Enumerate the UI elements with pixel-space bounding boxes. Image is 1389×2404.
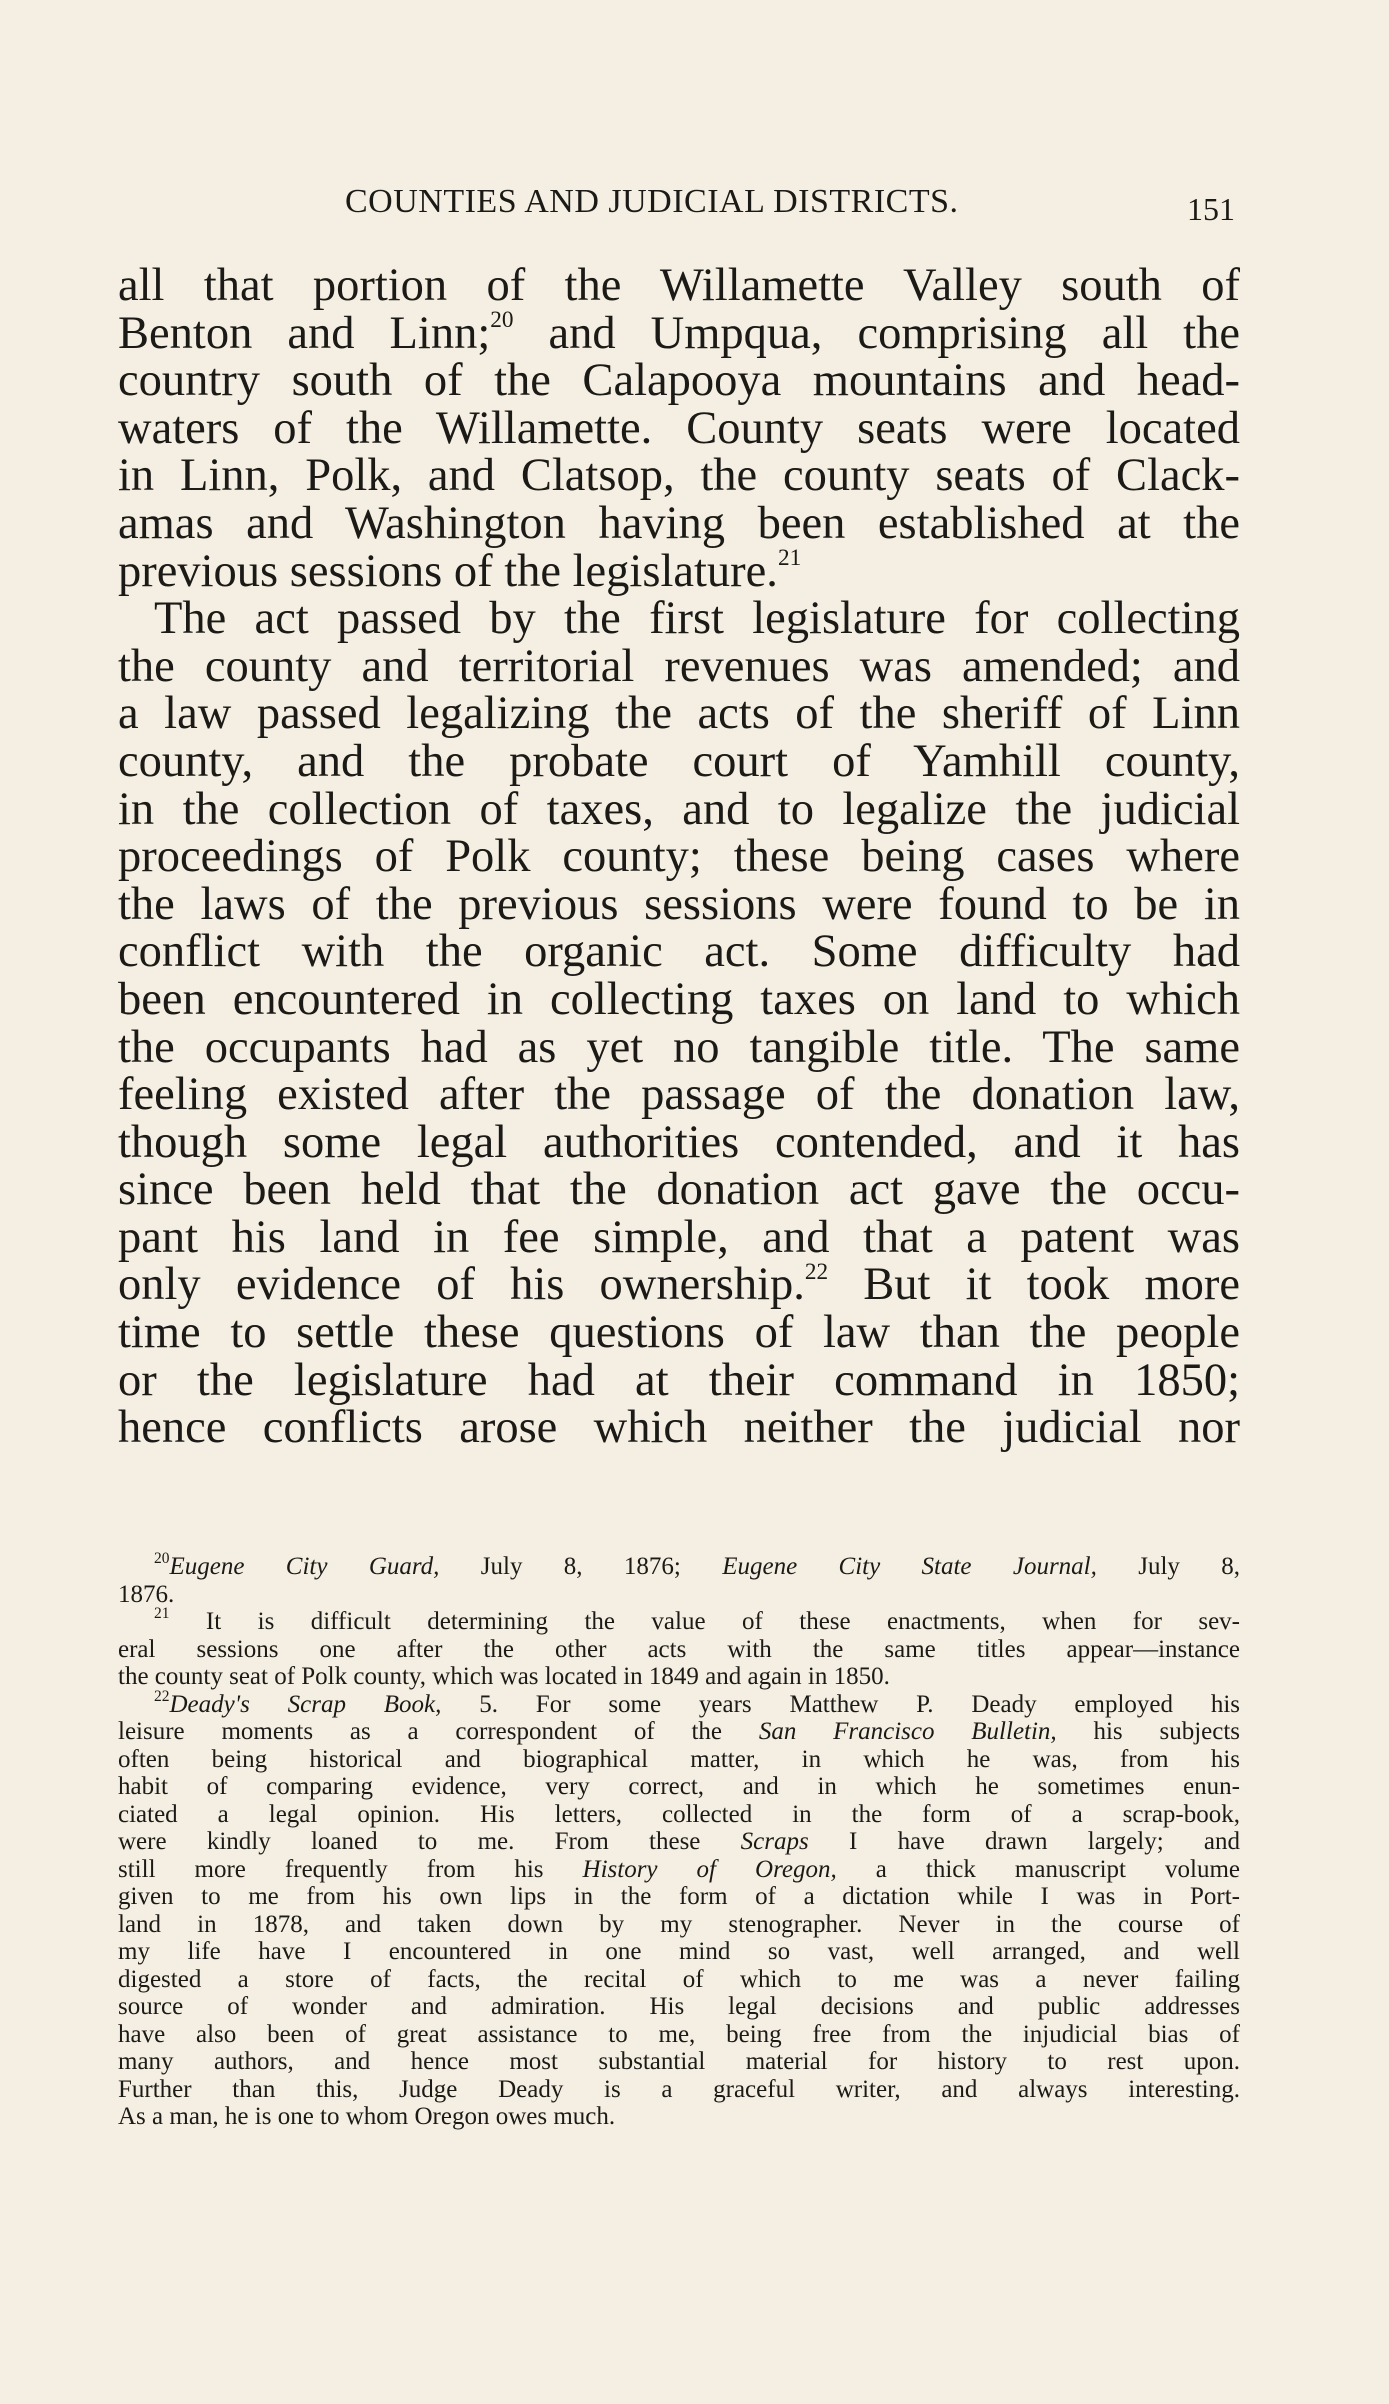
footnote-line: still more frequently from his History of Oregon, a thick manuscript volume [118,1855,1240,1883]
footnote-line: the county seat of Polk county, which was located in 1849 and again in 1850. [118,1663,890,1690]
footnote-22: $^{22}$Deady's Scrap Book, 5. For some years Matthew P. Deady employed his [154,1687,1240,1718]
body-line: The act passed by the first legislature for collecting [154,593,1240,645]
footnote-20-cont: 1876. [118,1580,175,1608]
body-line: country south of the Calapooya mountains and head- [118,355,1240,407]
footnote-line: digested a store of facts, the recital of which to me was a never failing [118,1965,1240,1993]
body-line: though some legal authorities contended, and it has [118,1116,1240,1168]
footnote-21: $^{21}$ It is difficult determining the value of these enactments, when for sev- [154,1605,1240,1635]
page-number: 151 [1187,191,1235,227]
body-line: county, and the probate court of Yamhill county, [118,735,1240,787]
body-line: Benton and Linn;$^{20}$ and Umpqua, comprising all the [118,306,1240,359]
body-line: amas and Washington having been established at the [118,497,1240,549]
body-line: only evidence of his ownership.$^{22}$ But it took more [118,1258,1240,1311]
body-line: or the legislature had at their command in 1850; [118,1354,1240,1406]
footnote-line: eral sessions one after the other acts with the same titles appear—instance [118,1635,1240,1663]
body-line: proceedings of Polk county; these being cases where [118,831,1240,883]
footnote-line: land in 1878, and taken down by my stenographer. Never in the course of [118,1910,1240,1938]
body-line: pant his land in fee simple, and that a patent was [118,1211,1240,1263]
footnote-line: leisure moments as a correspondent of the San Francisco Bulletin, his subjects [118,1718,1241,1745]
footnote-ref-20: 20 [490,306,514,333]
body-line: the county and territorial revenues was amended; and [118,640,1240,692]
running-title: COUNTIES AND JUDICIAL DISTRICTS. [345,183,959,220]
footnote-marker: 21 [154,1605,170,1623]
footnote-line: often being historical and biographical matter, in which he was, from his [118,1745,1240,1773]
footnote-line: given to me from his own lips in the form of a dictation while I was in Port- [118,1883,1240,1910]
body-line: previous sessions of the legislature.$^{21}$ [118,544,802,597]
body-line: hence conflicts arose which neither the judicial nor [118,1402,1240,1454]
body-line: all that portion of the Willamette Valley south of [118,260,1240,311]
footnote-line: habit of comparing evidence, very correct, and in which he sometimes enun- [118,1773,1240,1800]
body-line: conflict with the organic act. Some difficulty had [118,926,1240,978]
footnotes [118,1550,1241,2131]
footnote-marker: 20 [154,1550,170,1568]
body-line: feeling existed after the passage of the donation law, [118,1069,1240,1121]
footnote-line: many authors, and hence most substantial material for history to rest upon. [118,2048,1240,2075]
running-head [345,183,1245,233]
body-line: time to settle these questions of law than the people [118,1307,1240,1359]
footnote-ref-22: 22 [804,1258,829,1285]
body-line: in the collection of taxes, and to legalize the judicial [118,783,1240,835]
body-text [118,262,1240,1452]
footnote-line: Further than this, Judge Deady is a graceful writer, and always interesting. [118,2075,1240,2103]
body-line: since been held that the donation act gave the occu- [118,1164,1240,1216]
footnote-line: ciated a legal opinion. His letters, collected in the form of a scrap-book, [118,1800,1240,1828]
footnote-line: source of wonder and admiration. His legal decisions and public addresses [118,1993,1240,2020]
footnote-line: As a man, he is one to whom Oregon owes much. [118,2103,616,2130]
footnote-marker: 22 [154,1687,170,1705]
body-line: a law passed legalizing the acts of the sheriff of Linn [118,688,1240,740]
footnote-line: were kindly loaned to me. From these Scraps I have drawn largely; and [118,1828,1240,1855]
footnote-line: my life have I encountered in one mind so vast, well arranged, and well [118,1938,1240,1965]
footnote-20: $^{20}$Eugene City Guard, July 8, 1876; Eugene City State Journal, July 8, [154,1550,1241,1580]
body-line: the laws of the previous sessions were found to be in [118,878,1240,930]
footnote-ref-21: 21 [777,544,802,571]
body-line: waters of the Willamette. County seats were located [118,402,1240,454]
body-line: the occupants had as yet no tangible title. The same [118,1021,1240,1073]
body-line: been encountered in collecting taxes on land to which [118,973,1240,1025]
body-line: in Linn, Polk, and Clatsop, the county seats of Clack- [118,450,1240,502]
footnote-line: have also been of great assistance to me, being free from the injudicial bias of [118,2020,1240,2048]
